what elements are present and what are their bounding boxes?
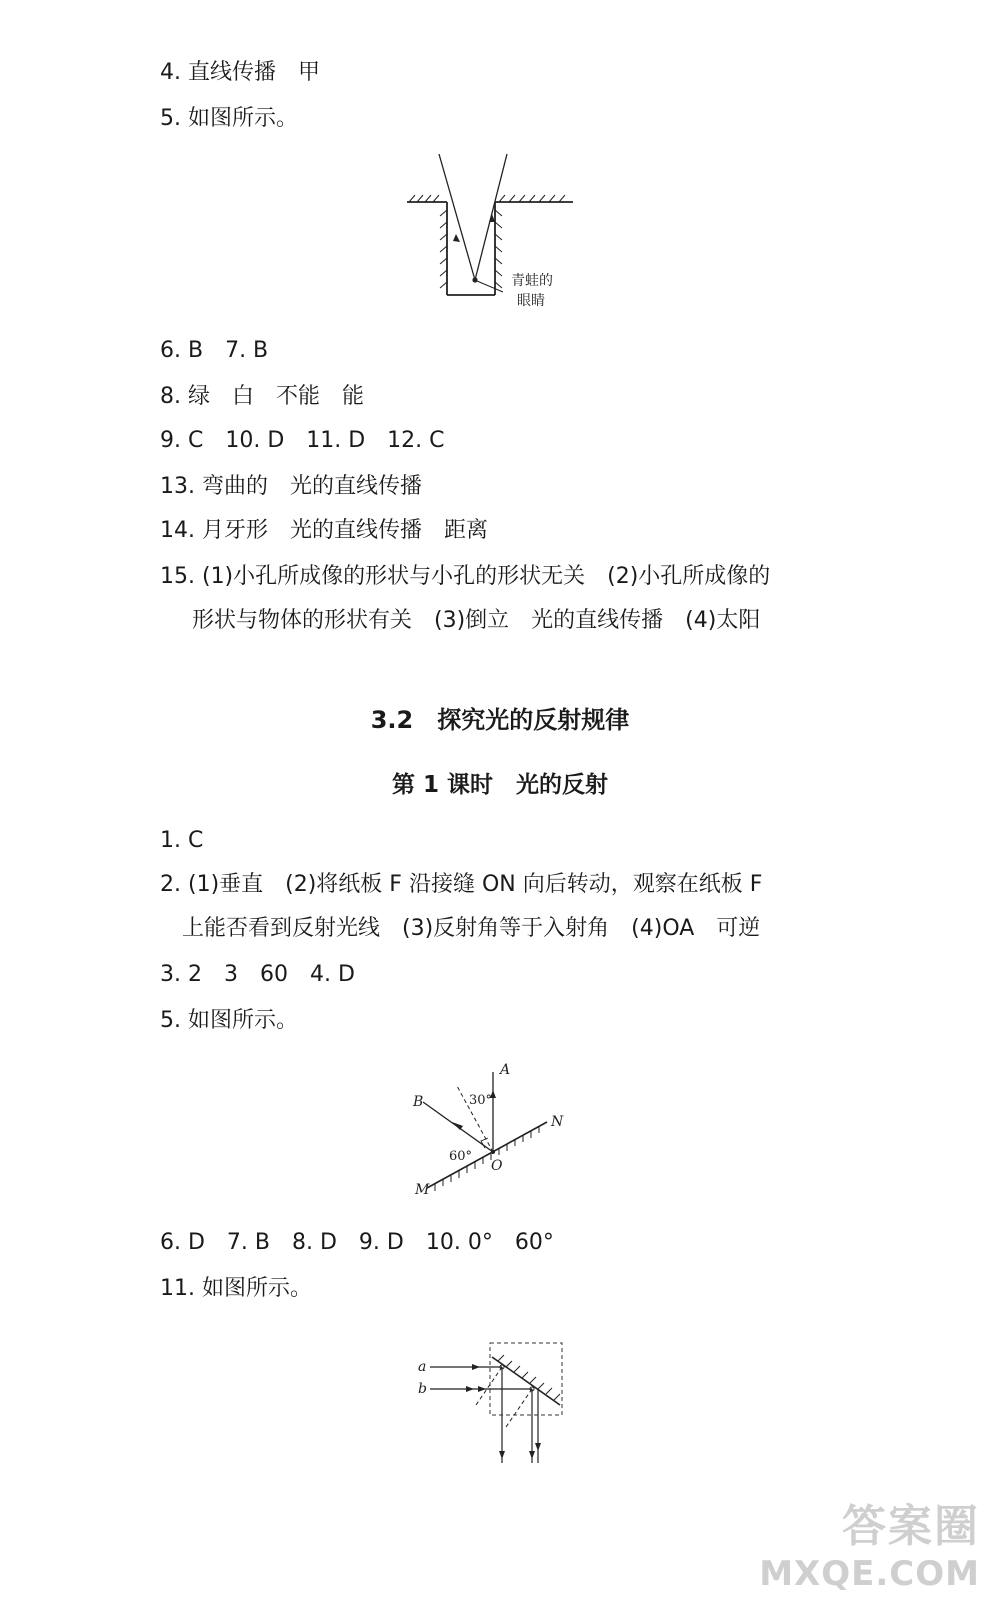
answer-b-2: 2. (1)垂直 (2)将纸板 F 沿接缝 ON 向后转动，观察在纸板 F bbox=[160, 872, 763, 897]
answer-15-cont: 形状与物体的形状有关 (3)倒立 光的直线传播 (4)太阳 bbox=[192, 608, 761, 633]
section-title: 3.2 探究光的反射规律 bbox=[370, 706, 630, 734]
angle-60: 60° bbox=[449, 1149, 473, 1164]
answer-b-5: 5. 如图所示。 bbox=[160, 1008, 298, 1033]
label-A: A bbox=[500, 1062, 511, 1078]
reflection-diagram bbox=[405, 1060, 580, 1200]
label-B: B bbox=[413, 1094, 424, 1110]
frog-well-diagram bbox=[395, 150, 595, 315]
angle-30: 30° bbox=[469, 1093, 493, 1108]
frog-eye-label-2: 眼睛 bbox=[517, 293, 545, 309]
label-b: b bbox=[418, 1381, 427, 1397]
answer-b-6-10: 6. D 7. B 8. D 9. D 10. 0° 60° bbox=[160, 1230, 554, 1255]
watermark-logo bbox=[759, 1490, 980, 1594]
lesson-title: 第 1 课时 光的反射 bbox=[391, 772, 609, 798]
answer-b-1: 1. C bbox=[160, 828, 204, 853]
answer-b-2-cont: 上能否看到反射光线 (3)反射角等于入射角 (4)OA 可逆 bbox=[182, 916, 761, 941]
mirror-box-diagram bbox=[410, 1335, 580, 1475]
answer-14: 14. 月牙形 光的直线传播 距离 bbox=[160, 518, 488, 543]
answer-b-11: 11. 如图所示。 bbox=[160, 1276, 312, 1301]
answer-4: 4. 直线传播 甲 bbox=[160, 60, 320, 85]
answer-15: 15. (1)小孔所成像的形状与小孔的形状无关 (2)小孔所成像的 bbox=[160, 564, 771, 589]
label-M: M bbox=[415, 1182, 430, 1198]
watermark-line-1: 答案圈 bbox=[842, 1501, 980, 1552]
answer-9-12: 9. C 10. D 11. D 12. C bbox=[160, 428, 445, 453]
answer-6-7: 6. B 7. B bbox=[160, 338, 269, 363]
answer-8: 8. 绿 白 不能 能 bbox=[160, 384, 364, 409]
label-a: a bbox=[418, 1359, 427, 1375]
answer-5: 5. 如图所示。 bbox=[160, 106, 298, 131]
frog-eye-label-1: 青蛙的 bbox=[511, 273, 553, 289]
watermark-line-2: MXQE.COM bbox=[759, 1554, 980, 1594]
answer-b-3-4: 3. 2 3 60 4. D bbox=[160, 962, 355, 987]
label-O: O bbox=[491, 1158, 503, 1174]
label-N: N bbox=[551, 1114, 564, 1130]
answer-13: 13. 弯曲的 光的直线传播 bbox=[160, 474, 422, 499]
